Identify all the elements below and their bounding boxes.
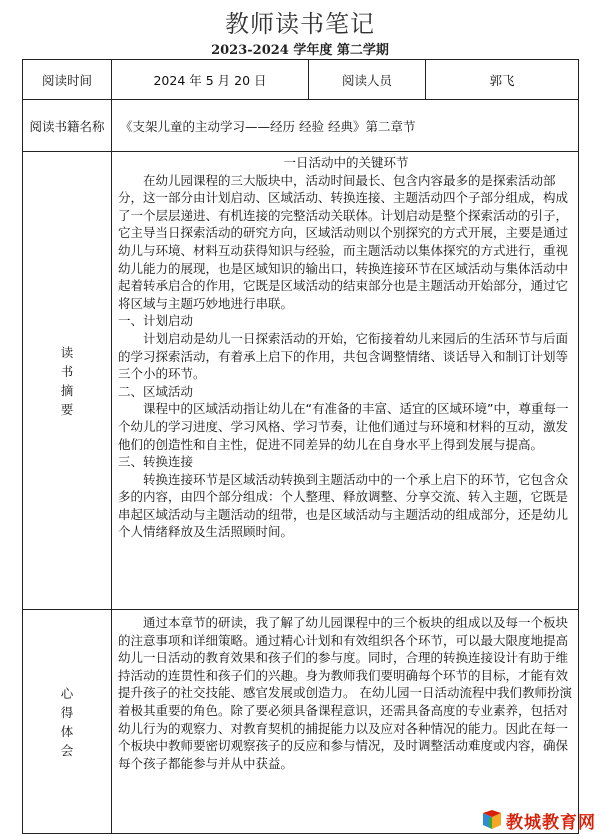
info-row — [23, 60, 579, 100]
book-name-value: 《支架儿童的主动学习——经历 经验 经典》第二章节 — [112, 100, 579, 152]
section-text: 转换连接环节是区域活动转换到主题活动中的一个承上启下的环节，它包含众多的内容，由四个部分组成：个人整理、释放调整、分享交流、转入主题，它既是串起区域活动与主题活动的纽带，也是区域活动与主题活动的组成部分，还是幼儿个人情绪释放及生活照顾时间。 — [118, 471, 569, 540]
summary-label — [23, 152, 112, 610]
section-text: 课程中的区域活动指让幼儿在“有准备的丰富、适宜的区域环境”中，尊重每一个幼儿的学习进度、学习风格、学习节奏，让他们通过与环境和材料的互动，激发他们的创造性和自主性，促进不同差异的幼儿在自身水平上得到发展与提高。 — [118, 401, 569, 452]
reading-notes-table — [22, 59, 579, 834]
read-time-label: 阅读时间 — [23, 60, 112, 100]
watermark-text: 教城教育网 — [506, 812, 596, 833]
reader-value: 郭飞 — [426, 60, 579, 100]
read-time-value: 2024 年 5 月 20 日 — [112, 60, 309, 100]
summary-label-char: 要 — [60, 401, 74, 417]
experience-label-char: 心 — [60, 685, 74, 701]
page-title: 教师读书笔记 — [225, 10, 375, 38]
term-subtitle: 2023-2024 学年度 第二学期 — [211, 43, 389, 58]
book-row — [23, 100, 579, 152]
experience-label-char: 会 — [60, 742, 74, 758]
summary-intro: 在幼儿园课程的三大版块中，活动时间最长、包含内容最多的是探索活动部分，这一部分由计划启动、区域活动、转换连接、主题活动四个子部分组成，构成了一个层层递进、有机连接的完整活动关联体。计划启动是整个探索活动的引子，它主导当日探索活动的研究方向，区域活动则以个别探究的方式开展，主要是通过幼儿与环境、材料互动获得知识与经验，而主题活动以集体探究的方式进行，重视幼儿能力的展现，也是区域知识的输出口，转换连接环节在区域活动与集体活动中起着转承启合的作用，它既是区域活动的结束部分也是主题活动开始部分，通过它将区域与主题巧妙地进行串联。 — [118, 172, 569, 311]
summary-label-char: 摘 — [60, 382, 74, 398]
book-name-label: 阅读书籍名称 — [23, 100, 112, 152]
section-text: 计划启动是幼儿一日探索活动的开始，它衔接着幼儿来园后的生活环节与后面的学习探索活动，有着承上启下的作用，共包含调整情绪、谈话导入和制订计划等三个小的环节。 — [118, 330, 569, 382]
summary-heading: 一日活动中的关键环节 — [283, 155, 409, 170]
experience-content — [112, 610, 579, 834]
site-watermark — [481, 806, 596, 834]
summary-content — [112, 152, 579, 610]
experience-label — [23, 610, 112, 834]
experience-label-char: 得 — [60, 704, 74, 720]
experience-text: 通过本章节的研读，我了解了幼儿园课程中的三个板块的组成以及每一个板块的注意事项和详细策略。通过精心计划和有效组织各个环节，可以最大限度地提高幼儿一日活动的教育效果和孩子们的参与度。同时，合理的转换连接设计有助于维持活动的连贯性和孩子们的兴趣。身为教师我们要明确每个环节的目标，才能有效提升孩子的社交技能、感官发展或创造力。 在幼儿园一日活动流程中我们教师扮演着极其重要的角色。除了要必须具备课程意识，还需具备高度的专业素养，包括对幼儿行为的观察力、对教育契机的捕捉能力以及应对各种情况的能力。因此在每一个板块中教师要密切观察孩子的反应和参与情况，及时调整活动难度或内容，确保每个孩子都能参与并从中获益。 — [118, 615, 572, 771]
summary-label-char: 书 — [60, 363, 74, 379]
section-title: 三、转换连接 — [118, 454, 194, 470]
summary-label-char: 读 — [60, 344, 74, 360]
reader-label: 阅读人员 — [309, 60, 426, 100]
section-title: 一、计划启动 — [118, 313, 194, 329]
colorful-book-logo-icon — [481, 809, 503, 831]
summary-row — [23, 152, 579, 610]
experience-row — [23, 610, 579, 834]
section-title: 二、区域活动 — [118, 383, 194, 399]
experience-label-char: 体 — [60, 723, 74, 739]
